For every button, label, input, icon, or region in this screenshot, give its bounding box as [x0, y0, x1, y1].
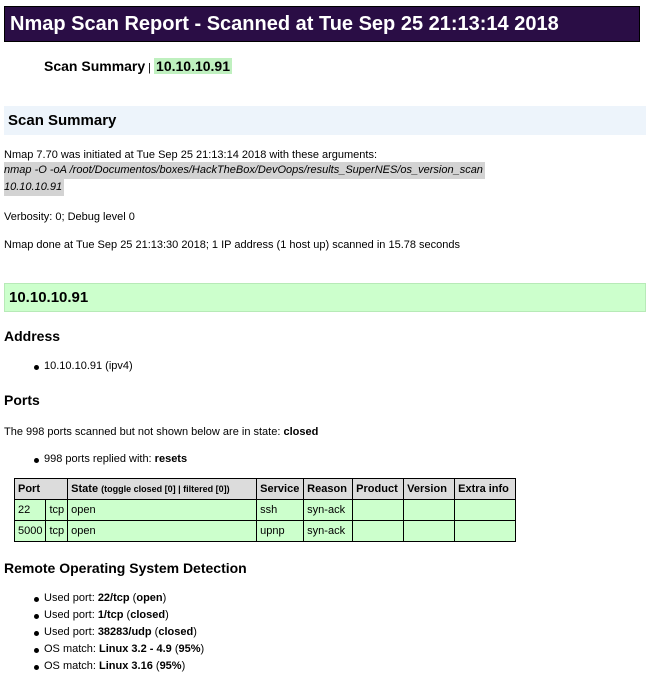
os-detection-list: [34, 590, 204, 675]
cell-service: ssh: [257, 500, 304, 521]
initiated-text: Nmap 7.70 was initiated at Tue Sep 25 21:13:14 2018 with these arguments:: [4, 149, 378, 161]
scan-summary-link[interactable]: Scan Summary: [44, 58, 146, 74]
col-version: Version: [404, 479, 455, 500]
replied-value: resets: [154, 453, 188, 465]
toggle-closed-filtered-link[interactable]: (toggle closed [0] | filtered [0]): [101, 484, 230, 494]
ports-table: [14, 478, 516, 542]
cell-version: [404, 521, 455, 542]
list-item: OS match: Linux 3.16 (95%): [34, 658, 204, 675]
host-heading: 10.10.10.91: [4, 283, 646, 312]
ports-note-text: The 998 ports scanned but not shown below are in state:: [4, 426, 284, 438]
col-service: Service: [257, 479, 304, 500]
col-reason: Reason: [304, 479, 353, 500]
report-nav: [44, 56, 232, 78]
report-title: Nmap Scan Report - Scanned at Tue Sep 25 21:13:14 2018: [4, 6, 640, 42]
scan-arguments: [4, 162, 485, 196]
cell-extra-info: [455, 500, 516, 521]
list-item: Used port: 38283/udp (closed): [34, 624, 204, 641]
replied-label: 998 ports replied with:: [44, 453, 155, 465]
cell-product: [353, 521, 404, 542]
list-item: Used port: 22/tcp (open): [34, 590, 204, 607]
os-detection-heading: Remote Operating System Detection: [4, 560, 247, 576]
address-item: 10.10.10.91 (ipv4): [34, 358, 133, 375]
cell-port: 22: [15, 500, 46, 521]
col-product: Product: [353, 479, 404, 500]
cell-state: open: [68, 521, 257, 542]
cell-version: [404, 500, 455, 521]
col-state-label: State: [71, 483, 99, 495]
ports-table-header: [15, 479, 516, 500]
arguments-line-2: 10.10.10.91: [4, 179, 64, 196]
cell-reason: syn-ack: [304, 521, 353, 542]
nav-separator: |: [148, 62, 152, 74]
col-extra-info: Extra info: [455, 479, 516, 500]
ports-replied-item: [34, 451, 187, 468]
cell-port: 5000: [15, 521, 46, 542]
col-port: Port: [15, 479, 68, 500]
scan-summary-heading: Scan Summary: [4, 106, 646, 135]
cell-extra-info: [455, 521, 516, 542]
address-list: [34, 358, 133, 375]
cell-protocol: tcp: [46, 500, 68, 521]
ports-heading: Ports: [4, 392, 40, 408]
cell-state: open: [68, 500, 257, 521]
host-link[interactable]: 10.10.10.91: [156, 58, 230, 74]
done-text: Nmap done at Tue Sep 25 21:13:30 2018; 1 IP address (1 host up) scanned in 15.78 seconds: [4, 239, 461, 251]
table-row: [15, 500, 516, 521]
verbosity-text: Verbosity: 0; Debug level 0: [4, 211, 135, 223]
list-item: OS match: Linux 3.2 - 4.9 (95%): [34, 641, 204, 658]
arguments-line-1: nmap -O -oA /root/Documentos/boxes/HackTheBox/DevOops/results_SuperNES/os_version_scan: [4, 162, 485, 179]
ports-replied-list: [34, 451, 187, 468]
cell-product: [353, 500, 404, 521]
cell-service: upnp: [257, 521, 304, 542]
table-row: [15, 521, 516, 542]
col-state: [68, 479, 257, 500]
cell-reason: syn-ack: [304, 500, 353, 521]
list-item: Used port: 1/tcp (closed): [34, 607, 204, 624]
ports-note: [4, 425, 318, 439]
cell-protocol: tcp: [46, 521, 68, 542]
ports-note-state: closed: [283, 426, 319, 438]
address-heading: Address: [4, 328, 61, 344]
